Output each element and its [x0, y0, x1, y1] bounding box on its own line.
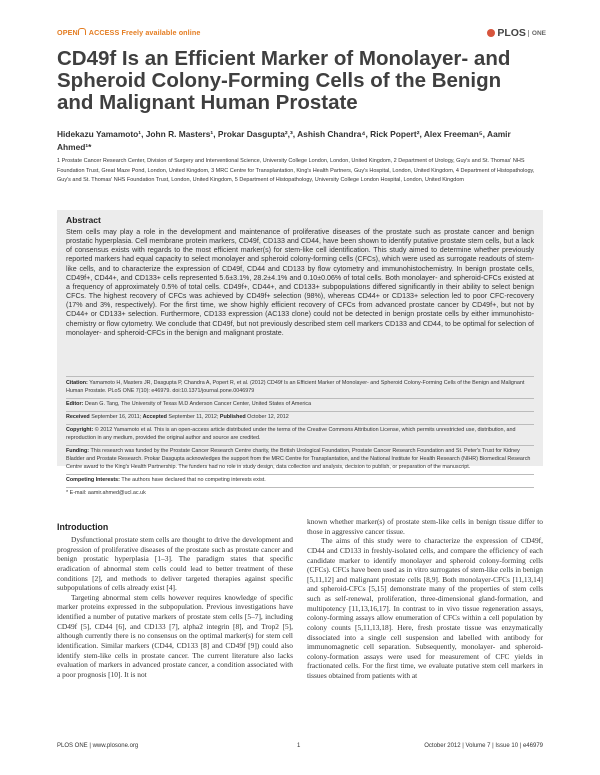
dates: [66, 414, 534, 422]
journal-header: [57, 27, 546, 41]
left-column: [57, 535, 293, 679]
published-label: Published: [219, 414, 246, 420]
competing-interests: [66, 477, 534, 485]
email-label: * E-mail:: [66, 490, 87, 496]
citation-text: Yamamoto H, Masters JR, Dasgupta P, Chandra A, Popert R, et al. (2012) CD49f Is an Efficient Marker of Monolayer- and Spheroid Colony-Forming Cells of the Benign and Malignant Human Prostate. PLoS ONE 7(10): e46979. doi:10.1371/journal.pone.0046979: [66, 380, 525, 394]
article-title: CD49f Is an Efficient Marker of Monolayer- and Spheroid Colony-Forming Cells of the Benign and Malignant Human Prostate: [57, 47, 511, 114]
open-access-badge: [57, 28, 200, 37]
competing-text: The authors have declared that no competing interests exist.: [121, 477, 266, 483]
funding: [66, 448, 534, 471]
plos-one-logo: [487, 27, 546, 39]
affiliations: 1 Prostate Cancer Research Center, Division of Surgery and Interventional Science, University College London, London, United Kingdom, 2 Department of Urology, Guy's and St. Thomas' NHS Foundation Trust, Great Maze Pond, London, United Kingdom, 3 MRC Centre for Transplantation, King's Health Partners, Guy's Hospital, London, United Kingdom, 4 Department of Histopathology, Guy's and St. Thomas' NHS Foundation Trust, London, United Kingdom, 5 Department of Histopathology, University College London Hospital, London, United Kingdom: [57, 158, 535, 183]
plos-one-sub: ONE: [528, 30, 546, 37]
copyright-label: Copyright:: [66, 427, 94, 433]
copyright-text: © 2012 Yamamoto et al. This is an open-access article distributed under the terms of the Creative Commons Attribution License, which permits unrestricted use, distribution, and reproduction in any medium, provided the original author and source are credited.: [66, 427, 516, 441]
email: [66, 490, 534, 498]
intro-paragraph-1: Dysfunctional prostate stem cells are thought to drive the development and progression of proliferative diseases of the prostate such as prostate cancer and benign prostatic hyperplasia [1–3]. The paradigm states that specific eradication of abnormal stem cells could lead to better treatment of these conditions [2], and methods to deliver targeted therapies against specific subpopulations of cells already exist [4].: [57, 535, 293, 593]
meta-divider: [66, 376, 534, 377]
plos-brand: PLOS: [497, 27, 526, 39]
meta-divider: [66, 474, 534, 475]
page-number: 1: [297, 743, 301, 749]
intro-paragraph-2: Targeting abnormal stem cells however requires knowledge of specific marker proteins expressed in the subpopulation. Previous investigations have identified a number of putative markers of prostate stem cells [5–7], including CD49f [5], CD44 [6], and CD133 [7], alpha2 integrin [8], and Trop2 [5], although currently there is no consensus on the optimal marker(s) for stem cell identification. Similar markers (CD44, CD133 [8] and CD49f [9]) could also identify stem-like cells in prostate cancer. The current literature also lacks evaluation of markers in advanced prostate cancer, a condition associated with a poor prognosis [10]. It is not: [57, 592, 293, 679]
editor: [66, 401, 534, 409]
received-date: September 16, 2011;: [91, 414, 142, 420]
abstract-text: Stem cells may play a role in the development and maintenance of proliferative diseases of the prostate such as prostate cancer and benign prostatic hyperplasia. Cell membrane protein markers, CD49f, CD133 and CD44, have been shown to identify putative prostate stem cells, but a lack of consensus exists with regards to the most efficient marker(s) for stem-like cell identification. This study aimed to determine whether previously reported markers had equal capacity to select monolayer and spheroid colony-forming cells (CFCs), which were used as surrogate readouts of stem-like cells, and to characterize the expression of CD49f, CD44 and CD133 by flow cytometry and immunohistochemistry. In benign prostate cells, CD49f+, CD44+, and CD133+ cells represented 5.6±3.1%, 28.2±4.1% and 0.10±0.06% of total cells. Both monolayer- and spheroid-CFCs existed at a frequency of approximately 0.5% of total cells. CD49f+, CD44+, and CD133+ subpopulations differed significantly in their ability to select benign CFCs. The highest recovery of CFCs was achieved by CD49f+ selection (98%), whereas CD44+ or CD133+ selection led to poor CFC-recovery (17% and 3%, respectively). For the first time, we show highly efficient recovery of CFCs from advanced prostate cancer by CD49f+, but not by CD44+ or CD133+ selection. Furthermore, CD133 expression (AC133 clone) could not be detected in benign prostate cells by either immunohisto-chemistry or flow cytometry. We conclude that CD49f, but not previously described stem cell markers CD133 and CD44, to be optimal for selection of monolayer- and spheroid-CFCs in the benign and malignant prostate.: [66, 228, 534, 337]
copyright: [66, 427, 534, 443]
right-column: [307, 517, 543, 681]
intro-paragraph-3: known whether marker(s) of prostate stem-like cells in benign tissue differ to those in aggressive cancer tissue.: [307, 517, 543, 536]
freely-available-label: Freely available online: [121, 28, 201, 37]
intro-paragraph-4: The aims of this study were to characterize the expression of CD49f, CD44 and CD133 in freshly-isolated cells, and compare the efficiency of each candidate marker to identify monolayer and spheroid colony-forming cells (CFCs). CFCs have been used as in vitro surrogates of stem-like cells in benign [5,11,12] and malignant prostate cells [8,9]. Both monolayer-CFCs [11,13,14] and spheroid-CFCs [5,15] demonstrate many of the properties of stem cells such as self-renewal, proliferation, three-dimensional gland-formation, and multipotency [11,13,16,17]. In contrast to in vivo tissue regeneration assays, colony-forming assays allow enumeration of CFCs within a cell population by colony counts [5,11,13,18]. Here, fresh prostate tissue was enzymatically dissociated into a single cell suspension and labelled with antibody for immunomagnetic cell separation. Subsequently, monolayer- and spheroid-colony-formation assays were used for measurement of CFC yields in fractionated cells. For the first time, we evaluate putative stem cell markers in tissues obtained from patients with at: [307, 536, 543, 680]
received-label: Received: [66, 414, 90, 420]
accepted-date: September 11, 2012;: [168, 414, 219, 420]
citation-label: Citation:: [66, 380, 88, 386]
open-access-label-1: OPEN: [57, 28, 78, 37]
meta-divider: [66, 445, 534, 446]
introduction-heading: Introduction: [57, 522, 109, 532]
email-address[interactable]: aamir.ahmed@ucl.ac.uk: [87, 490, 146, 496]
author-list: Hidekazu Yamamoto¹, John R. Masters¹, Prokar Dasgupta²,³, Ashish Chandra⁴, Rick Popert², Alex Freeman⁵, Aamir Ahmed¹*: [57, 129, 511, 152]
plos-logo-icon: [487, 29, 495, 37]
editor-text: Dean G. Tang, The University of Texas M.D Anderson Cancer Center, United States of America: [84, 401, 312, 407]
competing-label: Competing Interests:: [66, 477, 120, 483]
meta-divider: [66, 487, 534, 488]
meta-divider: [66, 411, 534, 412]
editor-label: Editor:: [66, 401, 84, 407]
abstract-heading: Abstract: [66, 215, 101, 225]
open-access-label-2: ACCESS: [88, 28, 120, 37]
footer-journal: PLOS ONE | www.plosone.org: [57, 743, 139, 749]
open-lock-icon: [78, 28, 86, 35]
footer-issue: October 2012 | Volume 7 | Issue 10 | e46979: [424, 743, 543, 749]
funding-label: Funding:: [66, 448, 90, 454]
accepted-label: Accepted: [142, 414, 167, 420]
meta-divider: [66, 398, 534, 399]
page-footer: [57, 743, 543, 753]
published-date: October 12, 2012: [247, 414, 289, 420]
funding-text: This research was funded by the Prostate Cancer Research Centre charity, the British Urological Foundation, Prostate Cancer Research Foundation and St. Peter's Trust for Kidney Bladder and Prostate Research. Prokar Dasgupta acknowledges the support from the MRC Centre for Transplantation, and the National Institute for Health Research (NIHR) Biomedical Research Centre award to the King's Health Partnership. The funders had no role in study design, data collection and analysis, decision to publish, or preparation of the manuscript.: [66, 448, 531, 470]
meta-divider: [66, 424, 534, 425]
citation: [66, 380, 534, 396]
